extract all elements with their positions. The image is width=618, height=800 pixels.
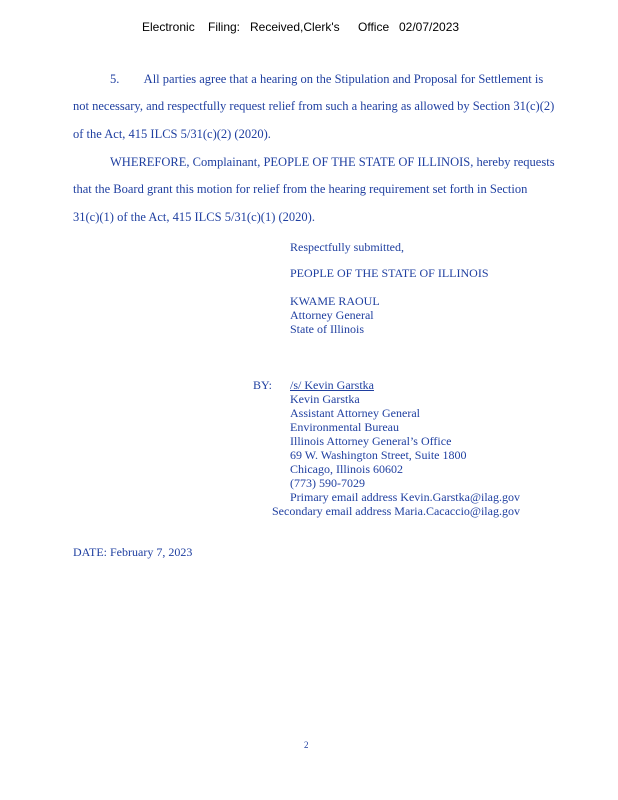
paragraph-5-line-3: of the Act, 415 ILCS 5/31(c)(2) (2020). <box>73 127 271 141</box>
header-date: 02/07/2023 <box>399 20 460 34</box>
people-of-illinois: PEOPLE OF THE STATE OF ILLINOIS <box>290 266 489 280</box>
attorney-general-state: State of Illinois <box>290 322 364 336</box>
electronic-signature: /s/ Kevin Garstka <box>290 378 374 392</box>
header-electronic: Electronic <box>142 20 195 34</box>
secondary-email-line: Secondary email address Maria.Cacaccio@ilag.gov <box>272 504 520 518</box>
attorney-general-name: KWAME RAOUL <box>290 294 380 308</box>
wherefore-line-2: that the Board grant this motion for relief from the hearing requirement set forth in Section <box>73 182 528 196</box>
signer-bureau: Environmental Bureau <box>290 420 399 434</box>
page-number: 2 <box>304 740 309 750</box>
paragraph-5-line-1: 5. All parties agree that a hearing on the Stipulation and Proposal for Settlement is <box>110 72 544 86</box>
attorney-general-title: Attorney General <box>290 308 374 322</box>
signer-city: Chicago, Illinois 60602 <box>290 462 403 476</box>
signer-phone: (773) 590-7029 <box>290 476 365 490</box>
signer-name: Kevin Garstka <box>290 392 360 406</box>
date-line: DATE: February 7, 2023 <box>73 545 193 559</box>
wherefore-line-1: WHEREFORE, Complainant, PEOPLE OF THE STATE OF ILLINOIS, hereby requests <box>110 155 555 169</box>
respectfully-submitted: Respectfully submitted, <box>290 240 404 254</box>
header-filing: Filing: <box>208 20 241 34</box>
header-office: Office <box>358 20 390 34</box>
wherefore-line-3: 31(c)(1) of the Act, 415 ILCS 5/31(c)(1) (2020). <box>73 210 315 224</box>
by-label: BY: <box>253 378 272 392</box>
signer-office: Illinois Attorney General’s Office <box>290 434 452 448</box>
paragraph-5-line-2: not necessary, and respectfully request relief from such a hearing as allowed by Section 31(c)(2) <box>73 99 555 113</box>
header-received-clerks: Received,Clerk's <box>250 20 340 34</box>
signer-title: Assistant Attorney General <box>290 406 420 420</box>
signer-street: 69 W. Washington Street, Suite 1800 <box>290 448 467 462</box>
primary-email-line: Primary email address Kevin.Garstka@ilag.gov <box>290 490 520 504</box>
